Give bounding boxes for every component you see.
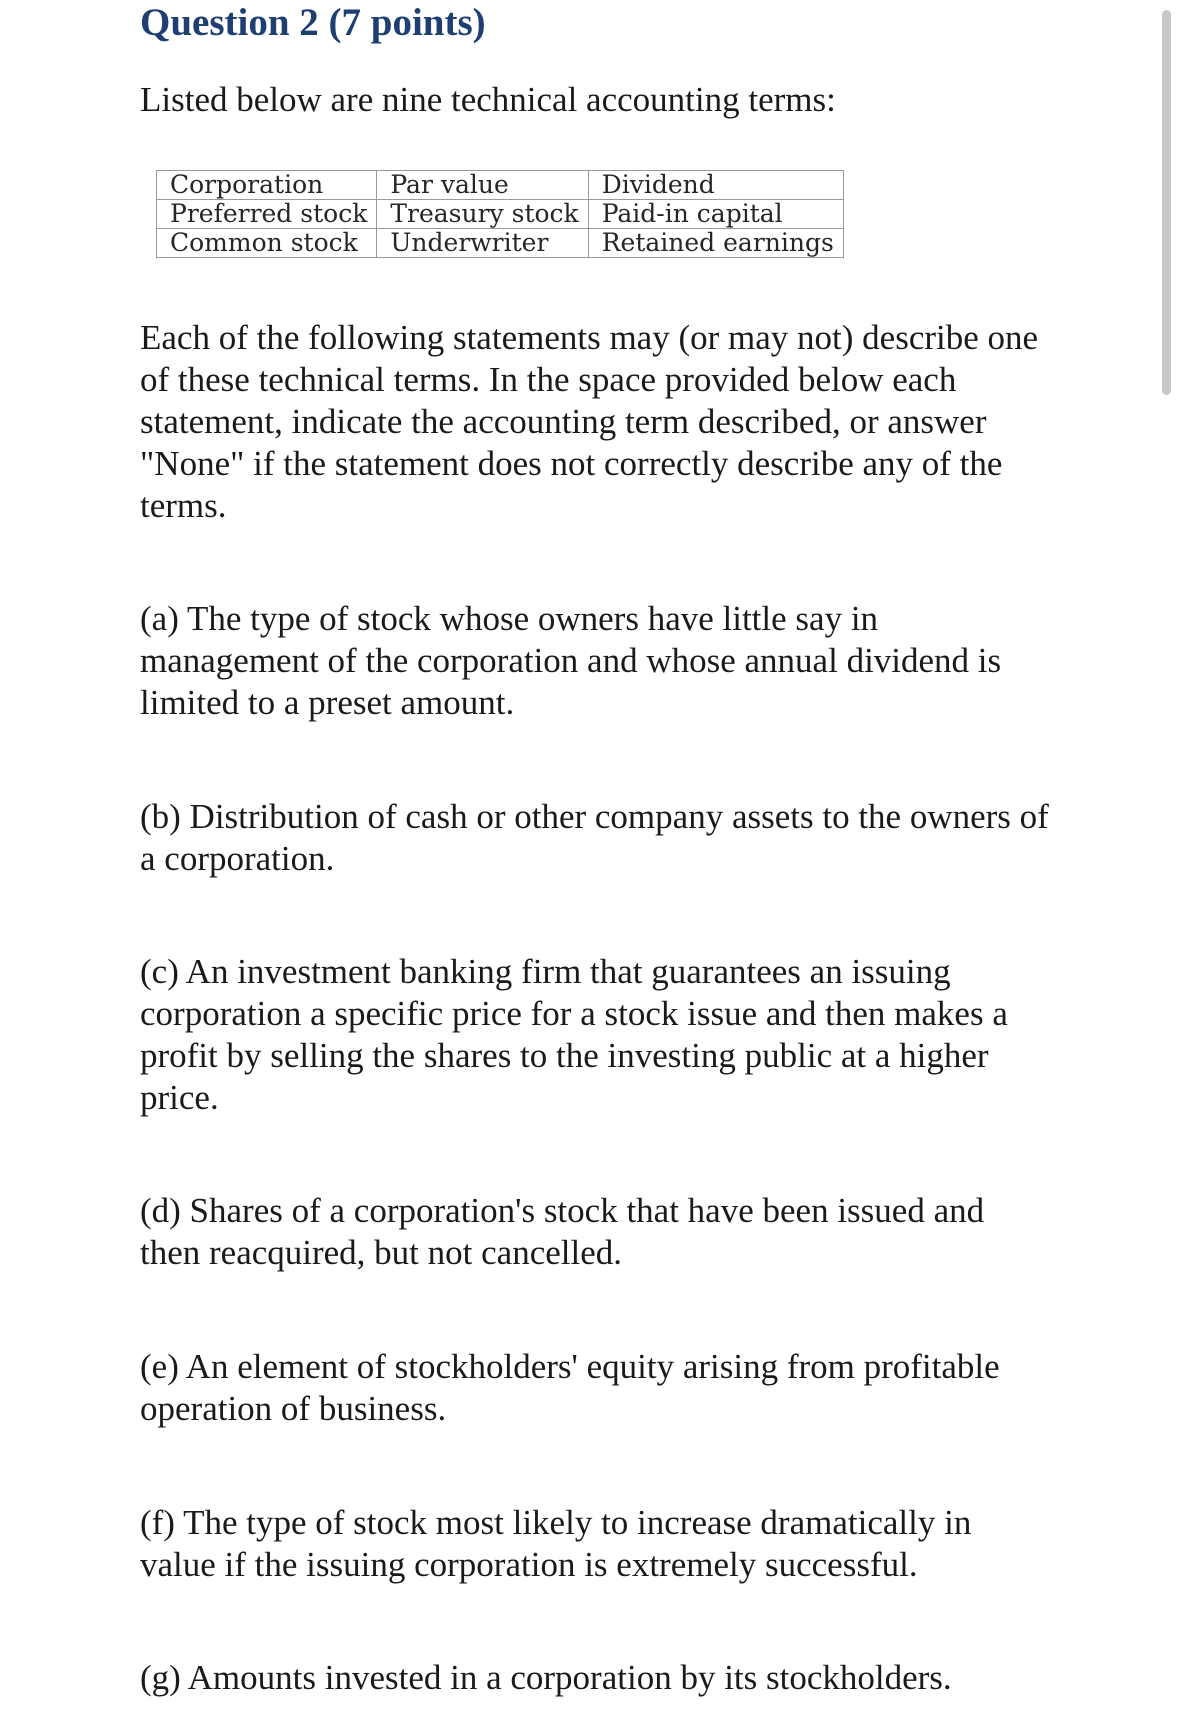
question-title: Question 2 (7 points) [140,1,486,44]
table-cell: Common stock [157,229,377,258]
statement-b: (b) Distribution of cash or other company assets to the owners of a corporation. [140,797,1049,878]
table-cell: Retained earnings [588,229,843,258]
statement-e: (e) An element of stockholders' equity arising from profitable operation of business. [140,1347,1000,1428]
table-cell: Paid-in capital [588,200,843,229]
intro-text: Listed below are nine technical accounting terms: [140,80,836,119]
table-row [157,171,844,200]
instructions-text: Each of the following statements may (or may not) describe one of these technical terms. In the space provided below each statement, indicate the accounting term described, or answer "None" if the statement does not correctly describe any of the terms. [140,318,1039,525]
vertical-scrollbar[interactable] [1162,10,1171,395]
terms-table [156,170,844,258]
table-row [157,229,844,258]
table-cell: Underwriter [377,229,588,258]
table-cell: Dividend [588,171,843,200]
table-cell: Corporation [157,171,377,200]
table-cell: Treasury stock [377,200,588,229]
table-cell: Par value [377,171,588,200]
statement-c: (c) An investment banking firm that guarantees an issuing corporation a specific price for a stock issue and then makes a profit by selling the shares to the investing public at a higher price. [140,952,1008,1117]
table-cell: Preferred stock [157,200,377,229]
statement-d: (d) Shares of a corporation's stock that have been issued and then reacquired, but not cancelled. [140,1191,985,1272]
statement-g: (g) Amounts invested in a corporation by its stockholders. [140,1658,952,1697]
table-row [157,200,844,229]
statement-f: (f) The type of stock most likely to increase dramatically in value if the issuing corporation is extremely successful. [140,1503,972,1584]
statement-a: (a) The type of stock whose owners have little say in management of the corporation and whose annual dividend is limited to a preset amount. [140,599,1002,722]
